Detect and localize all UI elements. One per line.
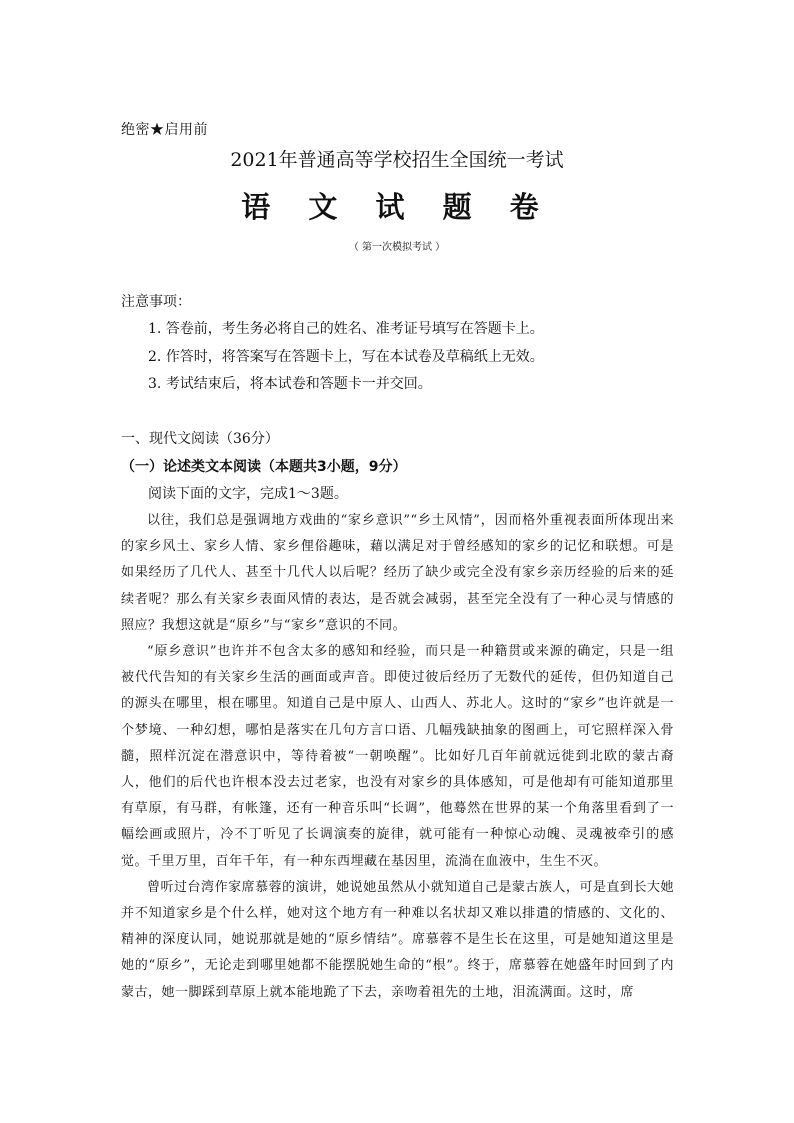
note-item: 3. 考试结束后，将本试卷和答题卡一并交回。 (148, 376, 432, 392)
paper-subtitle: （ 第一次模拟考试 ） (348, 242, 446, 253)
reading-passage (121, 508, 674, 1006)
note-item: 2. 作答时，将答案写在答题卡上，写在本试卷及草稿纸上无效。 (148, 349, 544, 365)
section-heading: 一、现代文阅读（36分） (121, 431, 279, 447)
passage-paragraph: “原乡意识”也许并不包含太多的感知和经验，而只是一种籍贯或来源的确定，只是一组被代代告知的有关家乡生活的画面或声音。即使过彼后经历了无数代的延传，但仍知道自己的源头在哪里，根在哪里。知道自己是中原人、山西人、苏北人。这时的“家乡”也许就是一个梦境、一种幻想，哪怕是落实在几句方言口语、几幅残缺抽象的图画上，可它照样深入骨髓，照样沉淀在潜意识中，等待着被“一朝唤醒”。比如好几百年前就远徙到北欧的蒙古裔人，他们的后代也许根本没去过老家，也没有对家乡的具体感知，可是他却有可能知道那里有草原，有马群，有帐篷，还有一种音乐叫“长调”，他蓦然在世界的某一个角落里看到了一幅绘画或照片，冷不丁听见了长调演奏的旋律，就可能有一种惊心动魄、灵魂被牵引的感觉。千里万里，百年千年，有一种东西埋藏在基因里，流淌在血液中，生生不灭。 (121, 644, 674, 869)
subsection-heading: （一）论述类文本阅读（本题共3小题，9分） (121, 459, 407, 475)
passage-paragraph: 曾听过台湾作家席慕蓉的演讲，她说她虽然从小就知道自己是蒙古族人，可是直到长大她并不知道家乡是个什么样，她对这个地方有一种难以名状却又难以排遣的情感的、文化的、精神的深度认同，她说那就是她的“原乡情结”。席慕蓉不是生长在这里，可是她知道这里是她的“原乡”，无论走到哪里她都不能摆脱她生命的“根”。终于，席慕蓉在她盛年时回到了内蒙古，她一脚踩到草原上就本能地跪了下去，亲吻着祖先的土地，泪流满面。这时，席 (121, 879, 674, 1000)
paper-title: 语 文 试 题 卷 (241, 190, 553, 224)
notes-heading: 注意事项： (121, 294, 191, 310)
note-item: 1. 答卷前，考生务必将自己的姓名、准考证号填写在答题卡上。 (148, 321, 544, 337)
passage-paragraph: 以往，我们总是强调地方戏曲的“家乡意识”“乡土风情”，因而格外重视表面所体现出来的家乡风土、家乡人情、家乡俚俗趣味，藉以满足对于曾经感知的家乡的记忆和联想。可是如果经历了几代人、甚至十几代人以后呢？经历了缺少或完全没有家乡亲历经验的后来的延续者呢？那么有关家乡表面风情的表达，是否就会减弱，甚至完全没有了一种心灵与情感的照应？我想这就是“原乡”与“家乡”意识的不同。 (121, 513, 674, 633)
exam-title: 2021年普通高等学校招生全国统一考试 (230, 149, 564, 171)
confidential-label: 绝密★启用前 (121, 122, 208, 138)
reading-instruction: 阅读下面的文字，完成1～3题。 (148, 486, 348, 502)
